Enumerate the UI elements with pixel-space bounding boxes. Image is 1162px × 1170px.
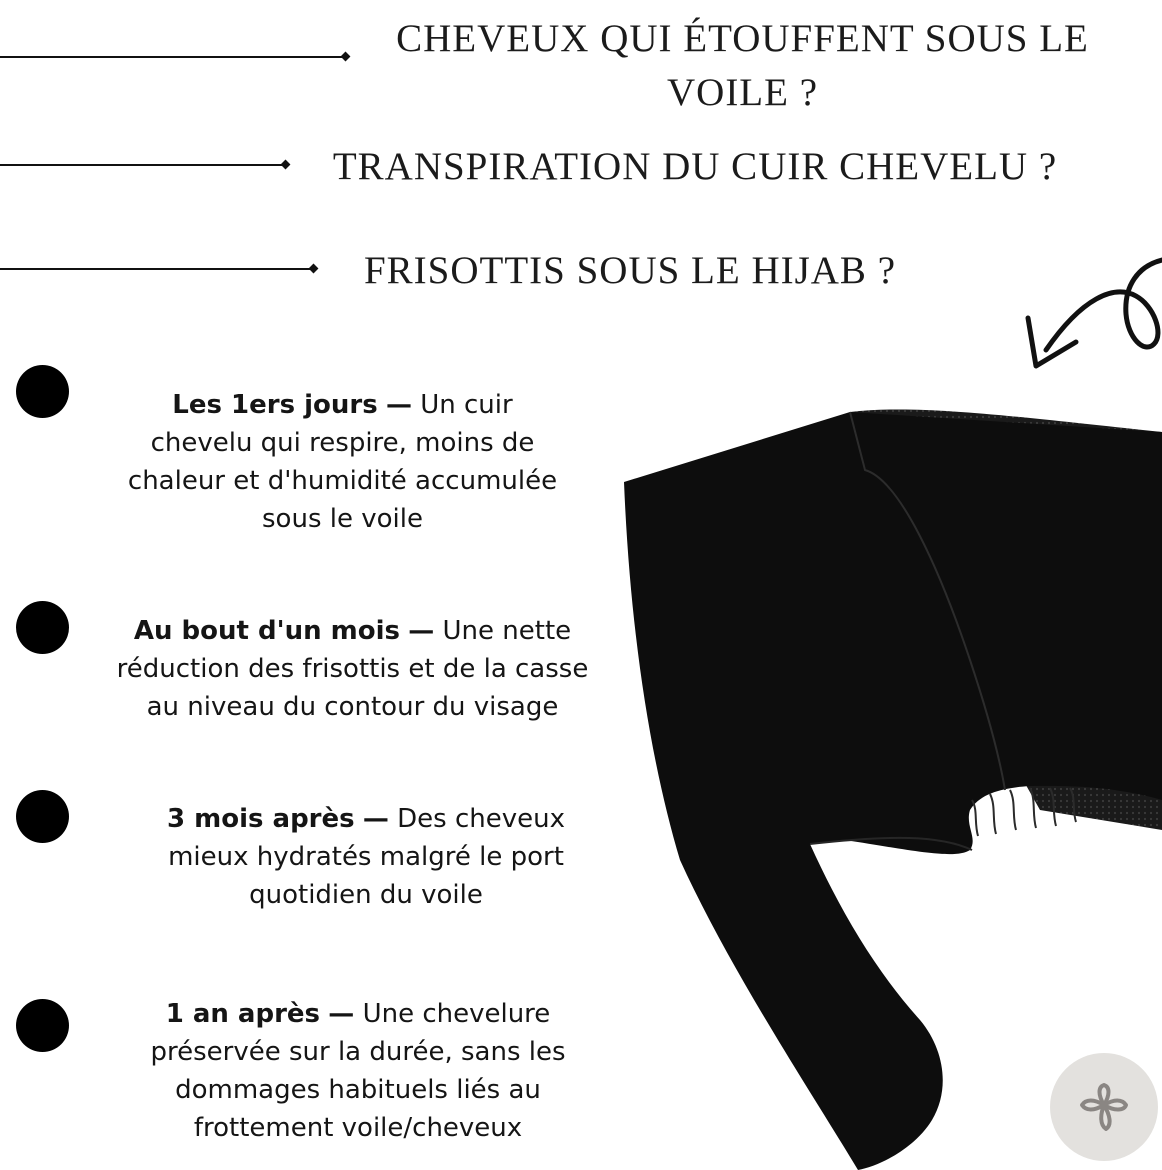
flower-icon (1078, 1083, 1130, 1131)
question-line-1 (0, 56, 346, 58)
bullet-dot-icon (16, 999, 69, 1052)
step-2-title: Au bout d'un mois (133, 616, 400, 646)
hijab-undercap-image (560, 330, 1162, 1170)
bullet-dot-icon (16, 601, 69, 654)
timeline-step-2 (110, 612, 595, 726)
step-2-text: Une nette réduction des frisottis et de la casse au niveau du contour du visage (116, 616, 589, 722)
question-2: TRANSPIRATION DU CUIR CHEVELU ? (332, 145, 1058, 188)
step-4-title: 1 an après (165, 999, 321, 1029)
bullet-dot-icon (16, 790, 69, 843)
step-2-separator: — (408, 616, 435, 646)
step-4-text: Une chevelure préservée sur la durée, sans les dommages habituels liés au frottement voile/cheveux (150, 999, 566, 1143)
timeline-step-4 (118, 995, 598, 1147)
brand-badge (1050, 1053, 1158, 1161)
step-1-text: Un cuir chevelu qui respire, moins de chaleur et d'humidité accumulée sous le voile (127, 390, 558, 534)
timeline-step-1 (120, 386, 565, 538)
question-line-3 (0, 268, 314, 270)
timeline-step-3 (135, 800, 597, 914)
step-4-separator: — (328, 999, 355, 1029)
step-1-title: Les 1ers jours (172, 390, 378, 420)
step-3-title: 3 mois après (166, 804, 355, 834)
question-line-2 (0, 164, 286, 166)
bullet-dot-icon (16, 365, 69, 418)
question-3: FRISOTTIS SOUS LE HIJAB ? (363, 249, 897, 292)
question-1: CHEVEUX QUI ÉTOUFFENT SOUS LE VOILE ? (396, 17, 1089, 114)
step-3-text: Des cheveux mieux hydratés malgré le port quotidien du voile (168, 804, 565, 910)
step-1-separator: — (385, 390, 412, 420)
step-3-separator: — (362, 804, 389, 834)
